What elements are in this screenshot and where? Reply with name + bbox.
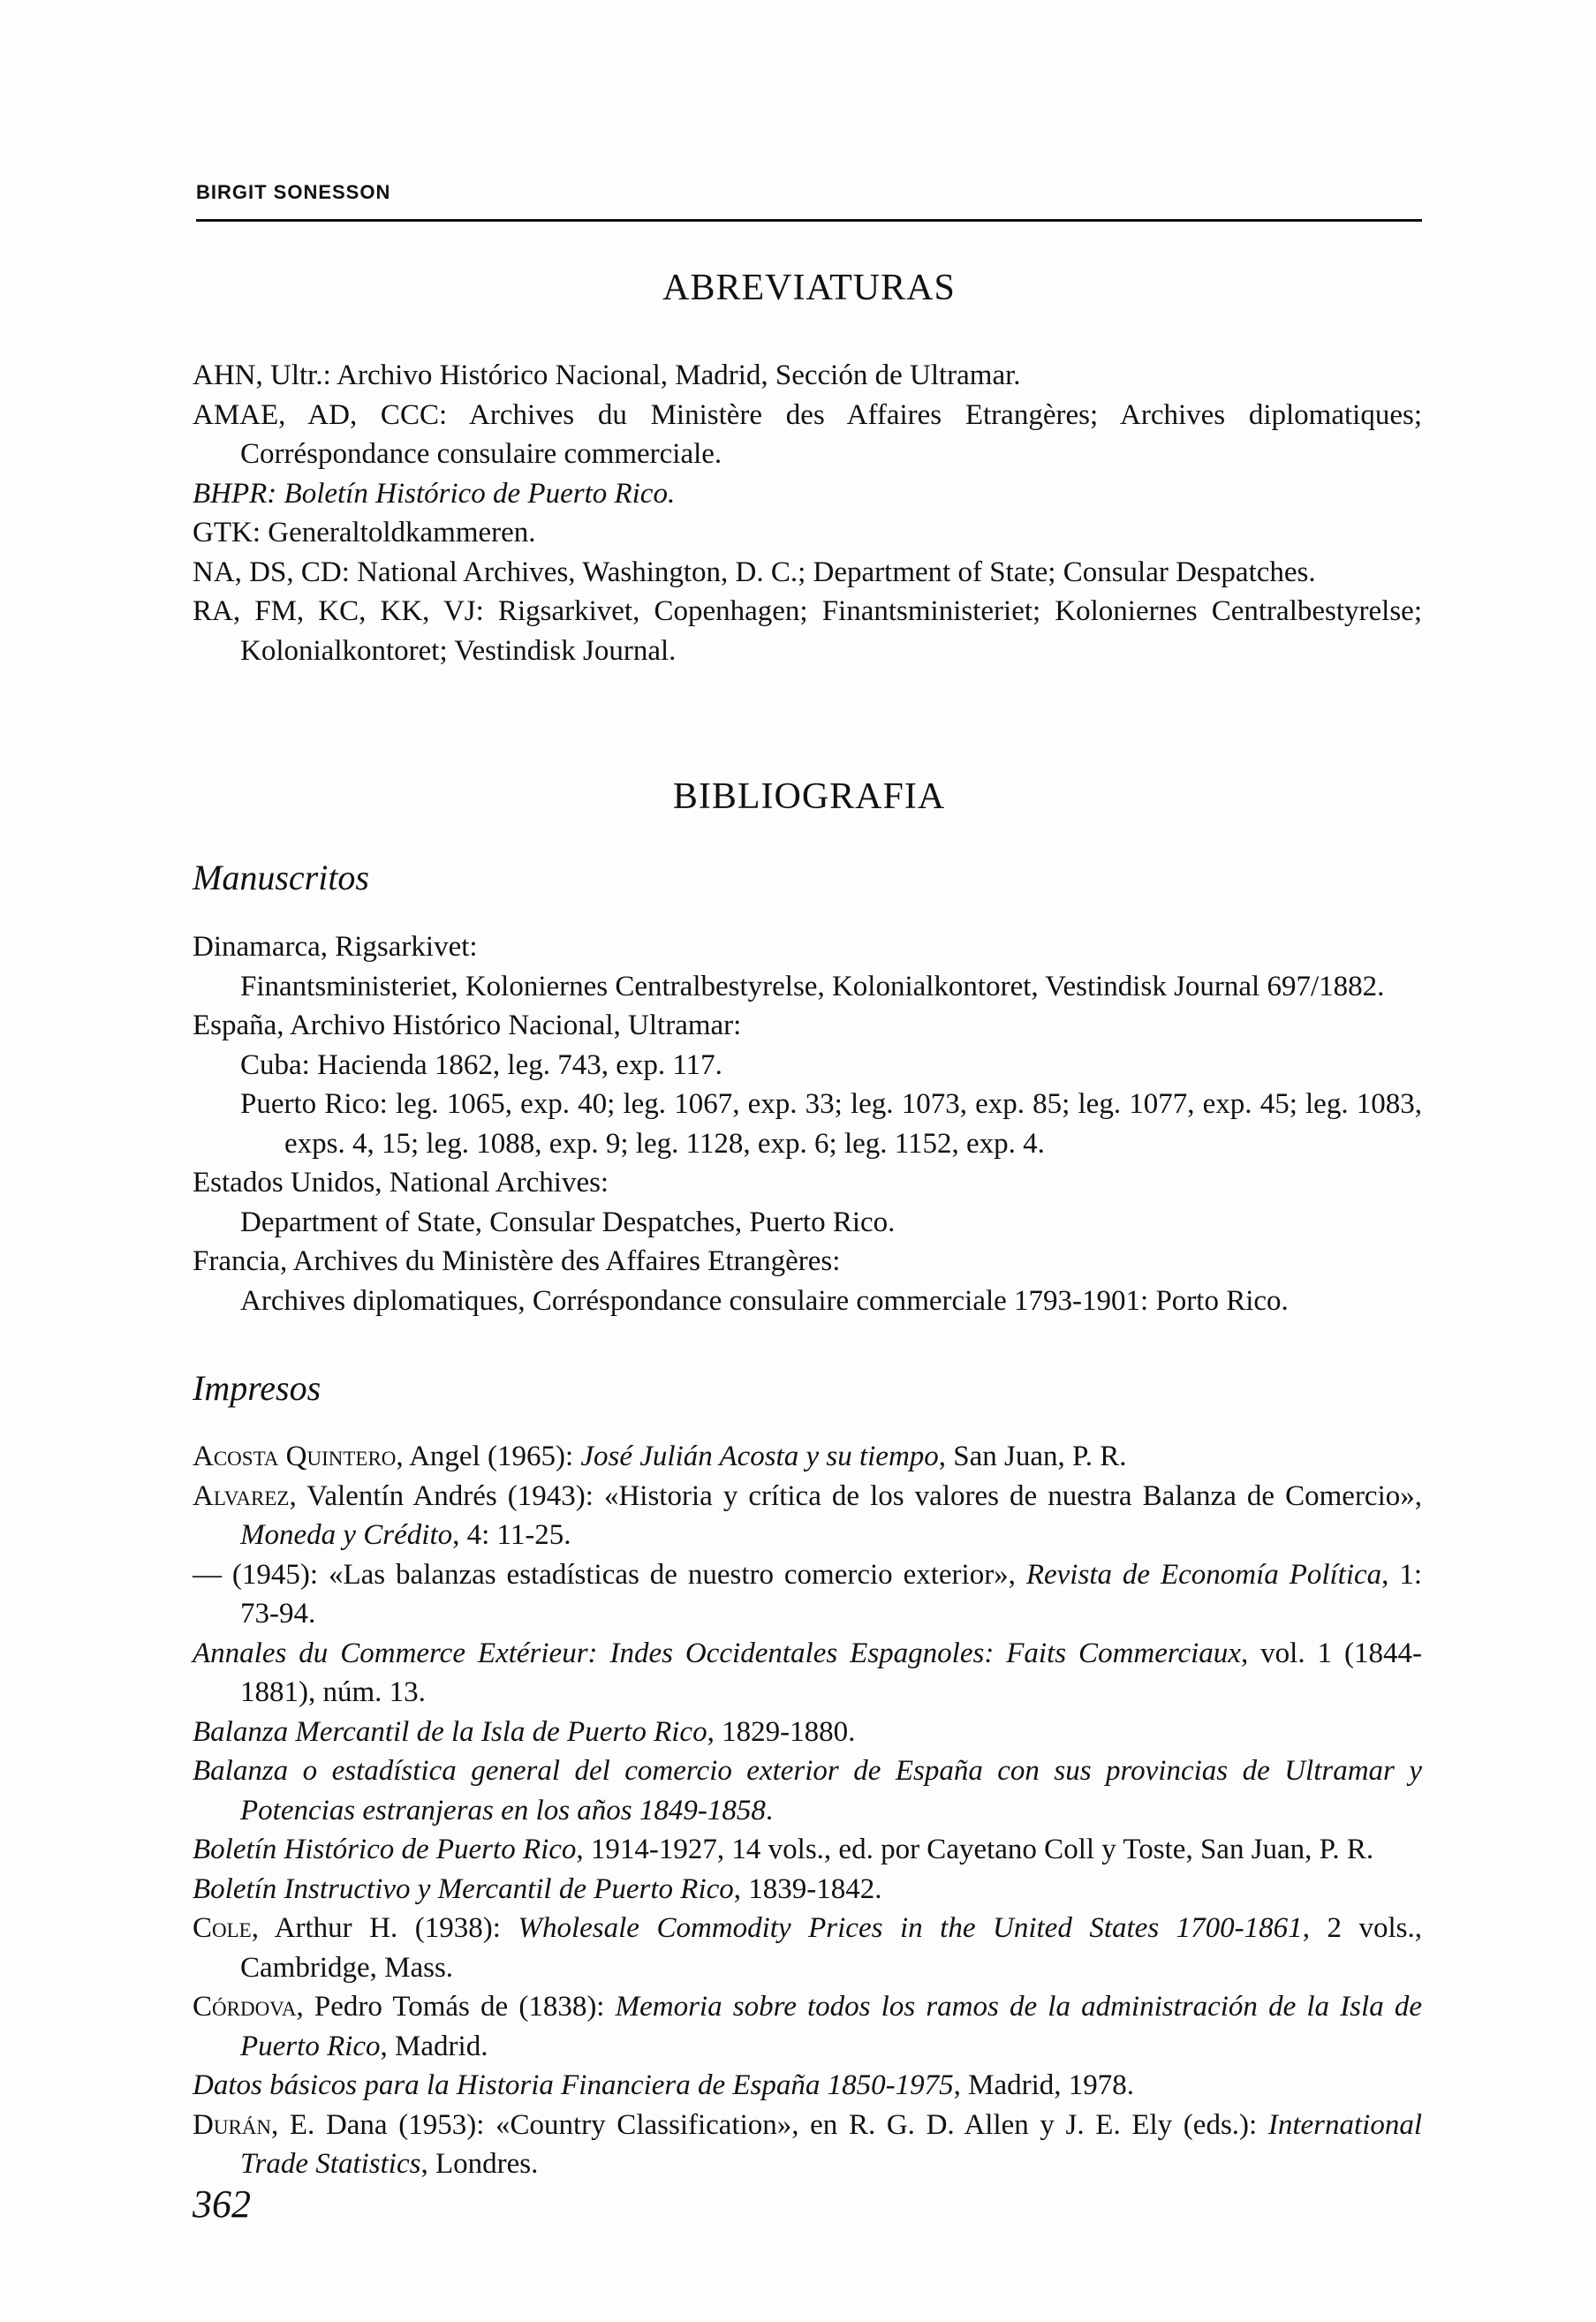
entry-text: , Arthur H. (1938): <box>251 1912 518 1944</box>
entry-title: Wholesale Commodity Prices in the United States 1700-1861 <box>518 1912 1303 1944</box>
bibliography-entry <box>193 1830 1422 1870</box>
bibliography-entry <box>193 1751 1422 1830</box>
abbrev-entry: AHN, Ultr.: Archivo Histórico Nacional, Madrid, Sección de Ultramar. <box>193 359 1021 391</box>
bibliography-entry <box>193 1909 1422 1987</box>
entry-text: , 1839-1842. <box>733 1872 882 1905</box>
entry-text: , Londres. <box>420 2148 539 2180</box>
abbrev-entry: NA, DS, CD: National Archives, Washington, D. C.; Department of State; Consular Despatches. <box>193 556 1316 588</box>
manuscripts-heading: Manuscritos <box>193 858 369 897</box>
header-rule <box>196 219 1422 222</box>
bibliography-entry <box>193 1437 1422 1477</box>
author: Córdova <box>193 1991 297 2023</box>
entry-text: , vol. 1 (1844-1881), núm. 13. <box>240 1637 1422 1708</box>
entry-text: . <box>765 1794 774 1827</box>
archive-group: Estados Unidos, National Archives: <box>193 1167 609 1199</box>
bibliography-entry <box>193 1477 1422 1555</box>
bibliography-title: BIBLIOGRAFIA <box>672 776 946 817</box>
abbrev-entry: GTK: Generaltoldkammeren. <box>193 517 536 548</box>
entry-title: Memoria sobre todos los ramos de la administración de la Isla de Puerto Rico <box>240 1991 1422 2062</box>
author: Cole <box>193 1912 252 1944</box>
entry-text: , 1914-1927, 14 vols., ed. por Cayetano Coll y Toste, San Juan, P. R. <box>576 1834 1374 1865</box>
abbreviations-title: ABREVIATURAS <box>662 268 956 308</box>
entry-text: , 1829-1880. <box>707 1715 856 1748</box>
entry-title: International Trade Statistics <box>240 2108 1422 2180</box>
archive-group: España, Archivo Histórico Nacional, Ultramar: <box>193 1010 742 1041</box>
archive-series: Cuba: Hacienda 1862, leg. 743, exp. 117. <box>240 1048 722 1081</box>
bibliography-entry <box>193 2106 1422 2184</box>
entry-text: , Madrid. <box>380 2030 488 2062</box>
author: Alvarez <box>193 1479 290 1512</box>
bibliography-entry <box>193 2066 1422 2106</box>
archive-group: Dinamarca, Rigsarkivet: <box>193 931 478 963</box>
archive-series: Archives diplomatiques, Corréspondance consulaire commerciale 1793-1901: Porto Rico. <box>240 1284 1289 1317</box>
abbrev-entry: AMAE, AD, CCC: Archives du Ministère des Affaires Etrangères; Archives diplomatiques; Corréspondance consulaire commerciale. <box>193 398 1422 470</box>
archive-series: Puerto Rico: leg. 1065, exp. 40; leg. 1067, exp. 33; leg. 1073, exp. 85; leg. 1077, exp. 45; leg. 1083, exps. 4, 15; leg. 1088, exp. 9; leg. 1128, exp. 6; leg. 1152, exp. 4. <box>240 1088 1422 1160</box>
bibliography-entry <box>193 1870 1422 1910</box>
printed-sources-list <box>193 1437 1422 2184</box>
running-head: BIRGIT SONESSON <box>196 181 391 203</box>
entry-title: José Julián Acosta y su tiempo <box>580 1441 939 1472</box>
entry-text: , E. Dana (1953): «Country Classification», en R. G. D. Allen y J. E. Ely (eds.): <box>271 2108 1268 2141</box>
entry-title: Annales du Commerce Extérieur: Indes Occidentales Espagnoles: Faits Commerciaux <box>193 1637 1241 1669</box>
abbrev-entry: BHPR: Boletín Histórico de Puerto Rico. <box>193 477 676 510</box>
bibliography-entry <box>193 1987 1422 2066</box>
entry-text: — (1945): «Las balanzas estadísticas de nuestro comercio exterior», <box>193 1558 1026 1591</box>
entry-text: , Angel (1965): <box>396 1441 581 1472</box>
entry-text: , Madrid, 1978. <box>953 2069 1135 2101</box>
abbreviations-list <box>193 356 1422 670</box>
entry-text: , San Juan, P. R. <box>938 1441 1127 1472</box>
entry-text: , Pedro Tomás de (1838): <box>296 1991 616 2023</box>
archive-series: Finantsministeriet, Koloniernes Centralbestyrelse, Kolonialkontoret, Vestindisk Journal 697/1882. <box>240 970 1385 1002</box>
entry-text: , 1: 73-94. <box>240 1558 1423 1630</box>
entry-title: Moneda y Crédito <box>240 1519 453 1551</box>
abbrev-entry: RA, FM, KC, KK, VJ: Rigsarkivet, Copenhagen; Finantsministeriet; Koloniernes Centralbestyrelse; Kolonialkontoret; Vestindisk Journal. <box>193 595 1422 667</box>
entry-text: , Valentín Andrés (1943): «Historia y crítica de los valores de nuestra Balanza de Comercio», <box>289 1479 1422 1512</box>
entry-text: , 2 vols., Cambridge, Mass. <box>240 1912 1422 1984</box>
entry-title: Datos básicos para la Historia Financiera de España 1850-1975 <box>193 2069 954 2101</box>
entry-title: Balanza o estadística general del comercio exterior de España con sus provincias de Ultramar y Potencias estranjeras en los años 1849-1858 <box>193 1755 1422 1827</box>
author: Acosta Quintero <box>193 1441 397 1472</box>
bibliography-entry <box>193 1634 1422 1713</box>
entry-title: Boletín Histórico de Puerto Rico <box>193 1834 577 1865</box>
entry-title: Balanza Mercantil de la Isla de Puerto Rico <box>193 1715 707 1748</box>
entry-title: Boletín Instructivo y Mercantil de Puerto Rico <box>193 1872 734 1905</box>
bibliography-entry <box>193 1713 1422 1752</box>
entry-title: Revista de Economía Política <box>1025 1558 1382 1591</box>
entry-text: , 4: 11-25. <box>452 1519 571 1551</box>
archive-group: Francia, Archives du Ministère des Affaires Etrangères: <box>193 1245 841 1277</box>
manuscripts-list <box>193 927 1422 1320</box>
printed-sources-heading: Impresos <box>193 1368 321 1408</box>
bibliography-entry <box>193 1555 1422 1634</box>
author: Durán <box>193 2108 272 2141</box>
archive-series: Department of State, Consular Despatches, Puerto Rico. <box>240 1206 896 1238</box>
page-number: 362 <box>193 2182 251 2226</box>
